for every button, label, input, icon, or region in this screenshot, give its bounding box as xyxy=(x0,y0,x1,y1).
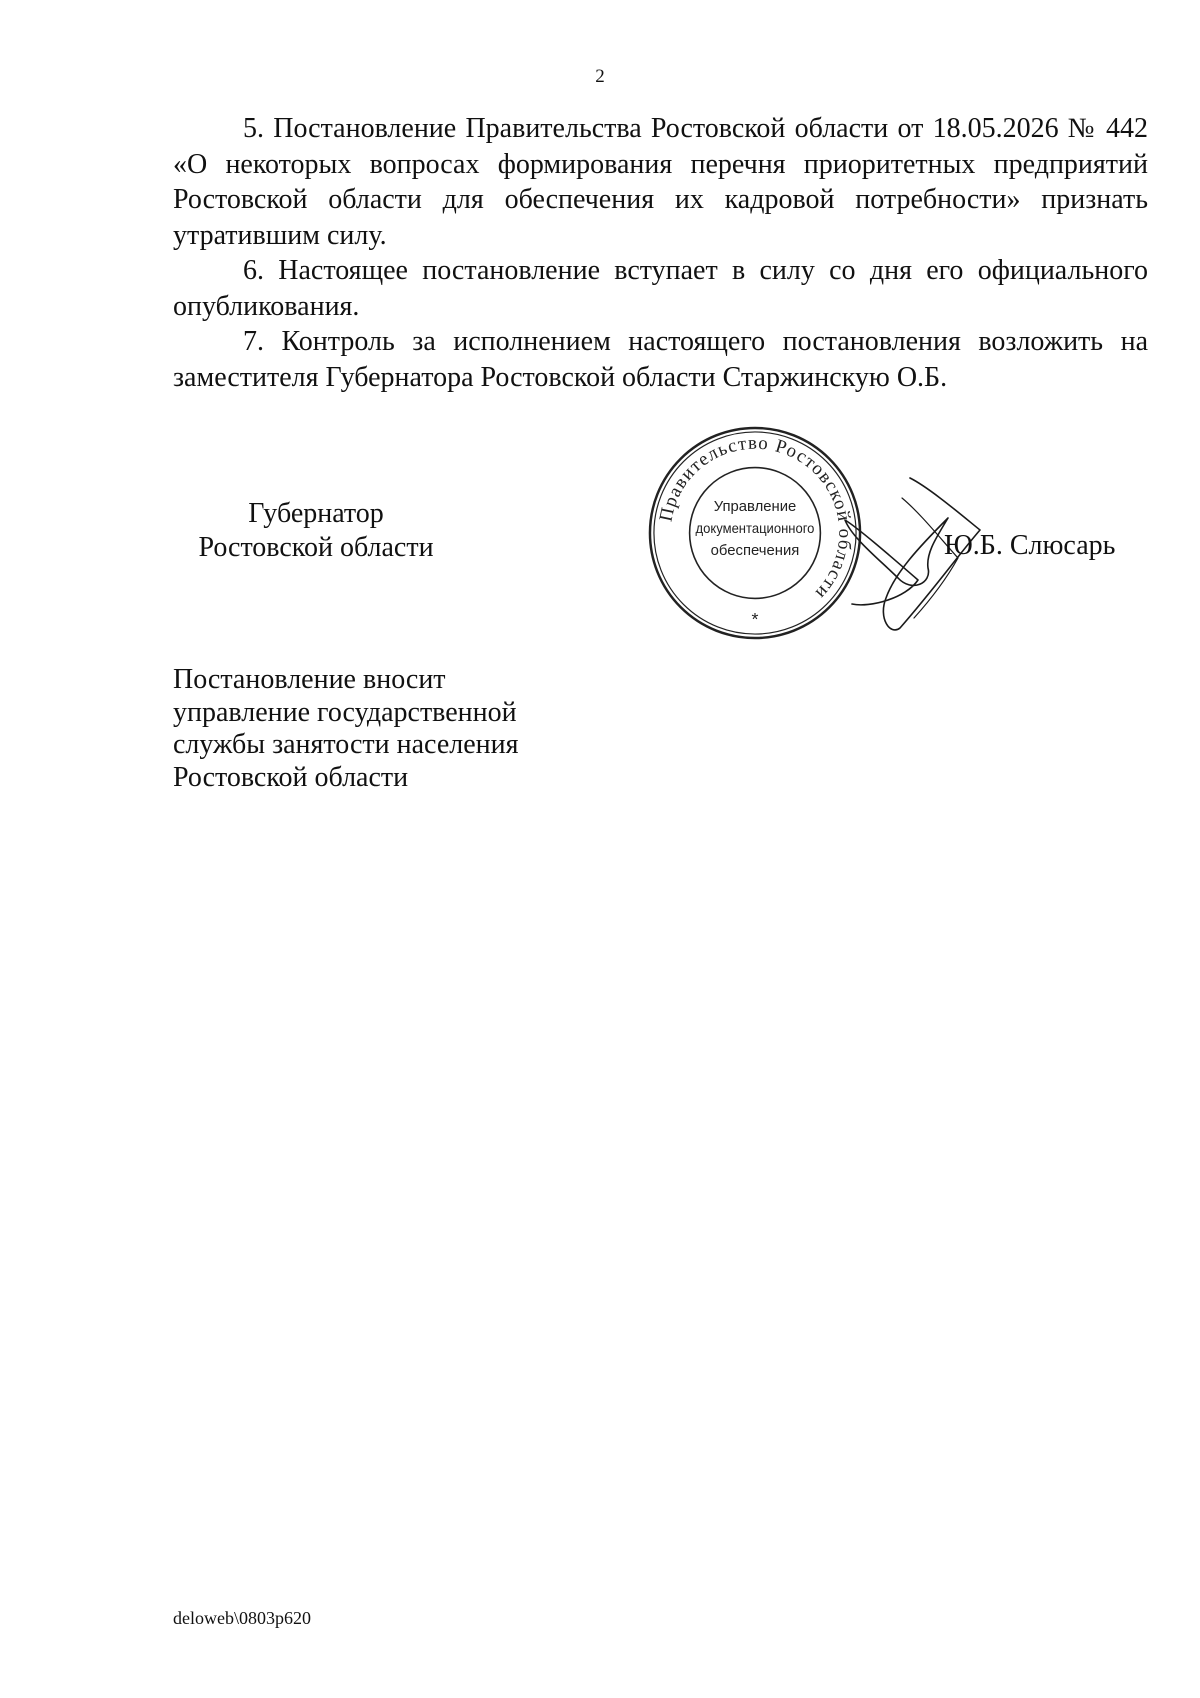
official-seal xyxy=(646,424,864,642)
author-note-line-1: Постановление вносит xyxy=(173,664,446,695)
seal-outer-text: Правительство Ростовской области xyxy=(655,432,856,604)
paragraph-5: 5. Постановление Правительства Ростовской области от 18.05.2026 № 442 «О некоторых вопросах формирования перечня приоритетных предприятий Ростовской области для обеспечения их кадровой потребности» признать утратившим силу. xyxy=(173,113,1148,251)
author-note-line-3: службы занятости населения xyxy=(173,729,519,760)
signatory-name: Ю.Б. Слюсарь xyxy=(944,530,1116,561)
signatory-position-line-2: Ростовской области xyxy=(198,532,434,563)
footer-document-code: deloweb\0803p620 xyxy=(173,1608,311,1628)
author-note xyxy=(173,664,593,794)
paragraph-6: 6. Настоящее постановление вступает в силу со дня его официального опубликования. xyxy=(173,255,1148,322)
author-note-line-2: управление государственной xyxy=(173,696,517,728)
signatory-position-line-1: Губернатор xyxy=(248,498,384,529)
signatory-position xyxy=(166,497,466,565)
page-number: 2 xyxy=(595,66,605,87)
seal-inner-line-2: документационного xyxy=(695,520,815,536)
seal-star-icon: * xyxy=(751,609,759,630)
seal-inner-line-1: Управление xyxy=(713,499,797,516)
seal-inner-line-3: обеспечения xyxy=(710,542,800,559)
author-note-line-4: Ростовской области xyxy=(173,761,409,793)
paragraph-7: 7. Контроль за исполнением настоящего постановления возложить на заместителя Губернатора Ростовской области Старжинскую О.Б. xyxy=(173,326,1148,393)
body-text xyxy=(173,111,1148,395)
